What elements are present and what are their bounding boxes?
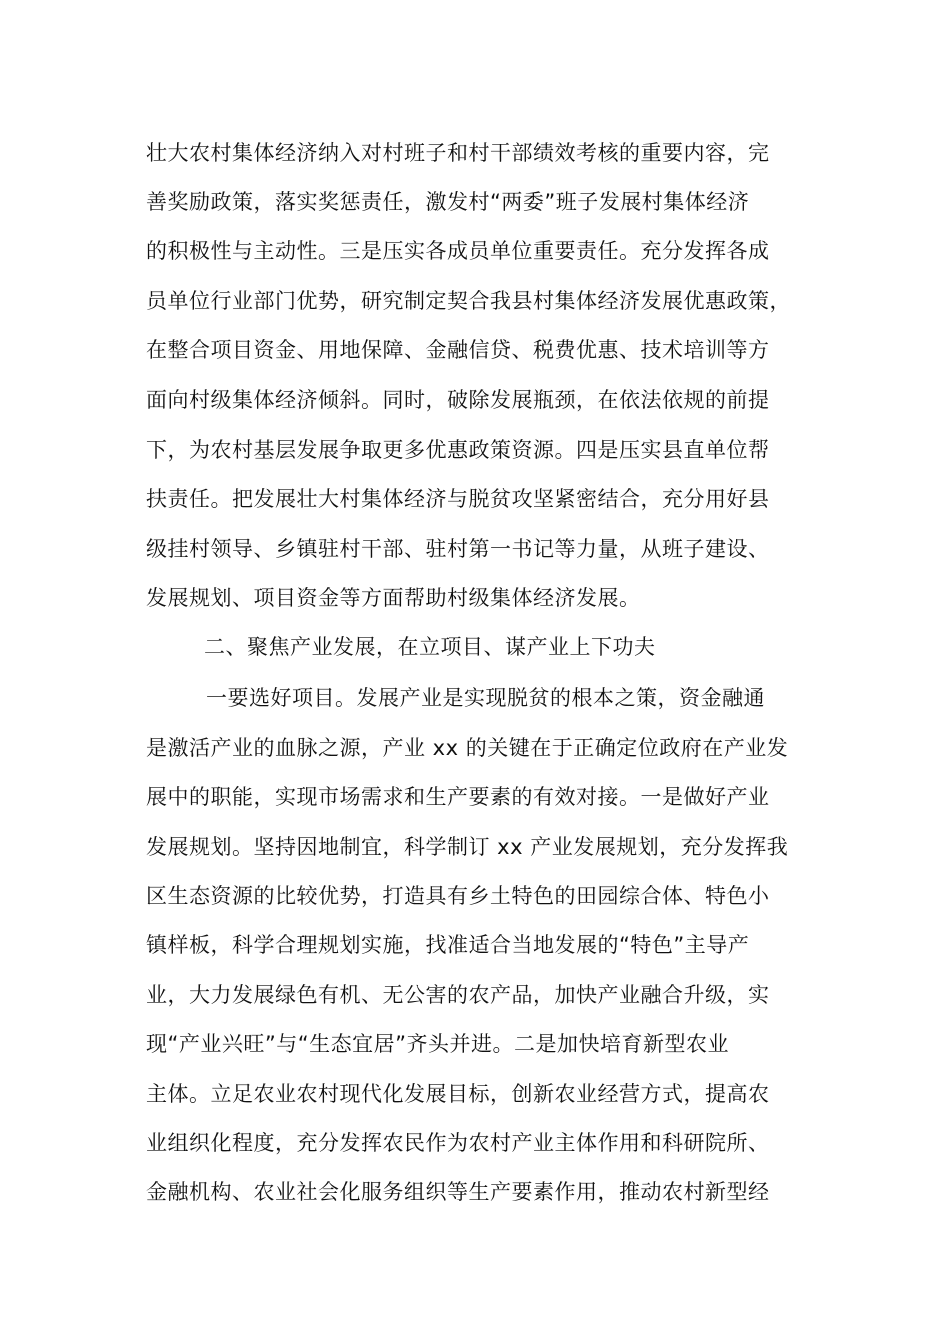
text-line: 现“产业兴旺”与“生态宜居”齐头并进。二是加快培育新型农业 — [146, 1032, 730, 1056]
text-line: 一要选好项目。发展产业是实现脱贫的根本之策，资金融通 — [206, 686, 765, 710]
text-line: 的积极性与主动性。三是压实各成员单位重要责任。充分发挥各成 — [146, 239, 770, 263]
text-line: 区生态资源的比较优势，打造具有乡土特色的田园综合体、特色小 — [146, 884, 770, 908]
text-line: 展中的职能，实现市场需求和生产要素的有效对接。一是做好产业 — [146, 785, 770, 809]
text-line: 业组织化程度，充分发挥农民作为农村产业主体作用和科研院所、 — [146, 1131, 770, 1155]
text-line: 发展规划。坚持因地制宜，科学制订 xx 产业发展规划，充分发挥我 — [146, 835, 789, 859]
text-line: 壮大农村集体经济纳入对村班子和村干部绩效考核的重要内容，完 — [146, 141, 770, 165]
text-line: 镇样板，科学合理规划实施，找准适合当地发展的“特色”主导产 — [146, 933, 750, 957]
text-line: 员单位行业部门优势，研究制定契合我县村集体经济发展优惠政策， — [146, 289, 791, 313]
text-line: 金融机构、农业社会化服务组织等生产要素作用，推动农村新型经 — [146, 1180, 770, 1204]
text-line: 下，为农村基层发展争取更多优惠政策资源。四是压实县直单位帮 — [146, 438, 770, 462]
text-line: 在整合项目资金、用地保障、金融信贷、税费优惠、技术培训等方 — [146, 338, 770, 362]
section-heading: 二、聚焦产业发展，在立项目、谋产业上下功夫 — [204, 635, 656, 659]
text-line: 主体。立足农业农村现代化发展目标，创新农业经营方式，提高农 — [146, 1082, 770, 1106]
text-line: 善奖励政策，落实奖惩责任，激发村“两委”班子发展村集体经济 — [146, 190, 750, 214]
text-line: 级挂村领导、乡镇驻村干部、驻村第一书记等力量，从班子建设、 — [146, 537, 770, 561]
text-line: 业，大力发展绿色有机、无公害的农产品，加快产业融合升级，实 — [146, 983, 770, 1007]
text-line: 扶责任。把发展壮大村集体经济与脱贫攻坚紧密结合，充分用好县 — [146, 487, 770, 511]
text-line: 发展规划、项目资金等方面帮助村级集体经济发展。 — [146, 586, 641, 610]
text-line: 面向村级集体经济倾斜。同时，破除发展瓶颈，在依法依规的前提 — [146, 388, 770, 412]
text-line: 是激活产业的血脉之源，产业 xx 的关键在于正确定位政府在产业发 — [146, 736, 789, 760]
